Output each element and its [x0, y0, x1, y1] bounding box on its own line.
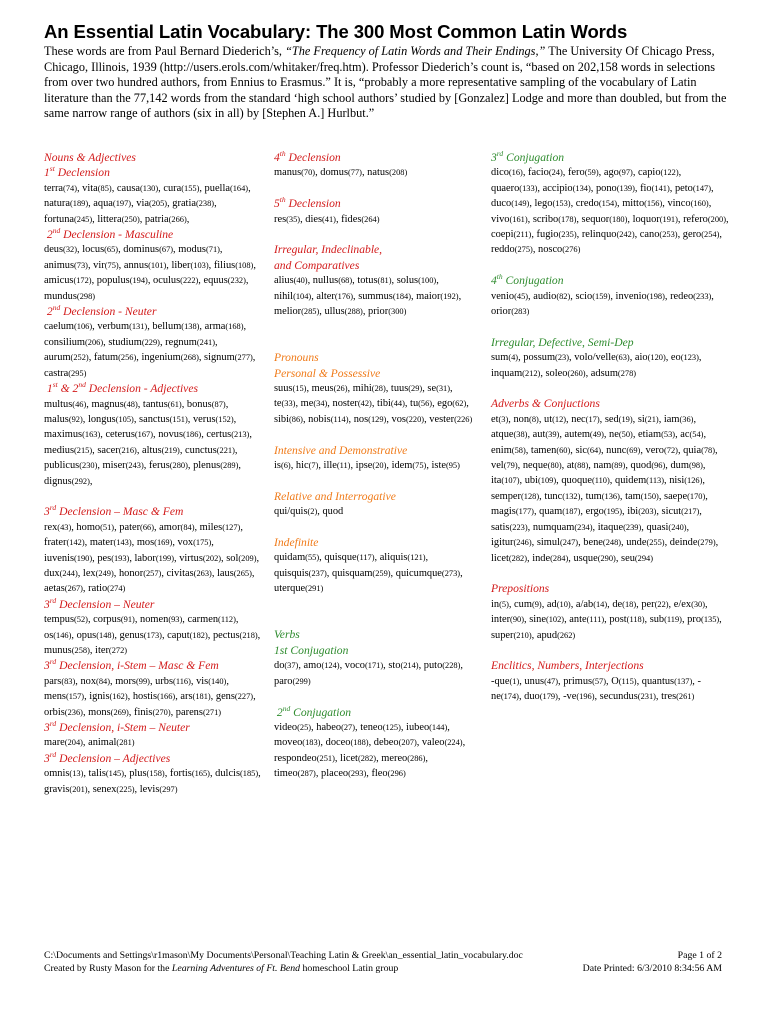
section-subheading: 2nd Declension - Neuter — [46, 303, 157, 319]
intro-paragraph — [44, 44, 734, 122]
section-subheading: Intensive and Demonstrative — [274, 443, 408, 457]
word-list: quidam(55), quisque(117), aliquis(121), quisquis(237), quisquam(259), quicumque(273), uterque(291) — [274, 552, 463, 595]
intro-text-1: These words are from Paul Bernard Diederich’s, — [44, 44, 286, 58]
section-subheading: Relative and Interrogative — [274, 489, 396, 503]
column-nouns-adjectives — [44, 150, 266, 797]
footer-right — [560, 950, 722, 975]
section-subheading: 3rd Conjugation — [491, 149, 565, 164]
section-subheading: Irregular, Defective, Semi-Dep — [491, 335, 634, 349]
section-subheading: Personal & Possessive — [274, 366, 381, 380]
section-heading: Verbs — [274, 628, 300, 642]
section-subheading: 3rd Declension, i-Stem – Neuter — [44, 719, 190, 735]
section-subheading: Adverbs & Conjuctions — [491, 397, 600, 411]
word-list: qui/quis(2), quod — [274, 506, 344, 518]
intro-work-title: “The Frequency of Latin Words and Their Endings,” — [285, 44, 546, 58]
section-subheading: 4th Declension — [274, 149, 341, 164]
section-subheading: 2nd Declension - Masculine — [46, 226, 174, 242]
word-list: do(37), amo(124), voco(171), sto(214), puto(228), paro(299) — [274, 660, 464, 687]
page-title: An Essential Latin Vocabulary: The 300 Most Common Latin Words — [44, 21, 628, 42]
section-subheading: 3rd Declension – Masc & Fem — [44, 503, 184, 519]
word-list: venio(45), audio(82), scio(159), invenio(198), redeo(233), orior(283) — [491, 290, 714, 318]
page-number: Page 1 of 2 — [677, 950, 722, 961]
section-subheading: 3rd Declension, i-Stem – Masc & Fem — [44, 657, 219, 673]
section-subheading: 1st & 2nd Declension - Adjectives — [46, 380, 198, 396]
word-list: tempus(52), corpus(91), nomen(93), carmen(112), os(146), opus(148), genus(173), caput(182), pectus(218), munus(258), iter(272) — [44, 614, 261, 656]
word-list: terra(74), vita(85), causa(130), cura(155), puella(164), natura(189), aqua(197), via(205), gratia(238), fortuna(245), littera(250), patria(266), — [44, 182, 251, 225]
footer-file-path: C:\Documents and Settings\r1mason\My Documents\Personal\Teaching Latin & Greek\an_essential_latin_vocabulary.doc — [44, 950, 523, 961]
footer-credit: Created by Rusty Mason for the Learning Adventures of Ft. Bend homeschool Latin group — [44, 962, 399, 974]
section-subheading: 1st Declension — [44, 164, 110, 180]
word-list: caelum(106), verbum(131), bellum(138), arma(168), consilium(206), studium(229), regnum(241), aurum(252), fatum(256), ingenium(268), signum(277), castra(295) — [44, 321, 256, 379]
date-printed: Date Printed: 6/3/2010 8:34:56 AM — [582, 962, 722, 974]
section-subheading: 1st Conjugation — [274, 643, 349, 657]
word-list: rex(43), homo(51), pater(66), amor(84), miles(127), frater(142), mater(143), mos(169), vox(175), iuvenis(190), pes(193), labor(199), virtus(202), sol(209), dux(244), lex(249), honor(257), civitas(263), laus(265), aetas(267), ratio(274) — [44, 521, 260, 595]
word-list: -que(1), unus(47), primus(57), O(115), quantus(137), -ne(174), duo(179), -ve(196), secundus(231), tres(261) — [491, 675, 701, 703]
section-subheading: 4th Conjugation — [491, 272, 564, 288]
section-subheading: Irregular, Indeclinable, — [274, 243, 383, 257]
word-list: manus(70), domus(77), natus(208) — [274, 167, 408, 179]
section-subheading: 3rd Declension – Neuter — [44, 595, 155, 611]
section-subheading: 5th Declension — [274, 195, 341, 211]
word-list: suus(15), meus(26), mihi(28), tuus(29), se(31), te(33), me(34), noster(42), tibi(44), tu(56), ego(62), sibi(86), nobis(114), nos(129), vos(220), vester(226) — [274, 383, 473, 425]
word-list: res(35), dies(41), fides(264) — [274, 213, 380, 225]
word-list: multus(46), magnus(48), tantus(61), bonus(87), malus(92), longus(105), sanctus(151), verus(152), maximus(163), ceterus(167), novus(186), certus(213), medius(215), sacer(216), altus(219), cunctus(221), publicus(230), miser(243), ferus(280), plenus(289), dignus(292), — [44, 398, 252, 487]
section-heading: Pronouns — [274, 351, 319, 365]
section-subheading: and Comparatives — [274, 258, 360, 272]
section-subheading: Prepositions — [491, 582, 550, 596]
word-list: sum(4), possum(23), volo/velle(63), aio(120), eo(123), inquam(212), soleo(260), adsum(278) — [491, 352, 702, 379]
word-list: video(25), habeo(27), teneo(125), iubeo(144), moveo(183), doceo(188), debeo(207), valeo(224), respondeo(251), licet(282), mereo(286), timeo(287), placeo(293), fleo(296) — [274, 721, 466, 780]
section-subheading: 2nd Conjugation — [276, 703, 352, 719]
word-list: deus(32), locus(65), dominus(67), modus(71), animus(73), vir(75), annus(101), liber(103), filius(108), amicus(172), populus(194), oculus(222), equus(232), mundus(298) — [44, 244, 256, 302]
section-heading: Nouns & Adjectives — [44, 151, 136, 164]
column-declensions-pronouns-verbs — [274, 150, 474, 782]
word-list: in(5), cum(9), ad(10), a/ab(14), de(18), per(22), e/ex(30), inter(90), sine(102), ante(111), post(118), sub(119), pro(135), super(210), apud(262) — [491, 598, 722, 641]
section-subheading: Indefinite — [274, 536, 319, 550]
word-list: pars(83), nox(84), mors(99), urbs(116), vis(140), mens(157), ignis(162), hostis(166), ars(181), gens(227), orbis(236), mons(269), finis(270), parens(271) — [44, 675, 256, 718]
word-list: omnis(13), talis(145), plus(158), fortis(165), dulcis(185), gravis(201), senex(225), levis(297) — [44, 768, 261, 795]
word-list: mare(204), animal(281) — [44, 737, 135, 749]
section-subheading: Enclitics, Numbers, Interjections — [491, 659, 644, 673]
word-list: et(3), non(8), ut(12), nec(17), sed(19), si(21), iam(36), atque(38), aut(39), autem(49), ne(50), etiam(53), ac(54), enim(58), tamen(60), sic(64), nunc(69), vero(72), quia(78), vel(79), neque(80), at(88), nam(89), quod(96), dum(98), ita(107), ubi(109), quoque(110), quidem(113), nisi(126), semper(128), tunc(132), tum(136), tam(150), saepe(170), magis(177), quam(187), ergo(195), ibi(203), sicut(217), satis(223), numquam(234), itaque(239), quasi(240), igitur(246), simul(247), bene(248), unde(255), deinde(279), licet(282), inde(284), usque(290), seu(294) — [491, 413, 719, 564]
word-list: dico(16), facio(24), fero(59), ago(97), capio(122), quaero(133), accipio(134), pono(139), fio(141), peto(147), duco(149), lego(153), credo(154), mitto(156), vinco(160), vivo(161), scribo(178), sequor(180), loquor(191), refero(200), coepi(211), fugio(235), relinquo(242), cano(253), gero(254), reddo(275), nosco(276) — [491, 167, 729, 256]
section-subheading: 3rd Declension – Adjectives — [44, 749, 171, 765]
intro-text-2: The University Of Chicago Press, Chicago, Illinois, 1939 (http://users.erols.com/whitaker/freq.htm). Professor Diederich’s count is, “based on 202,158 words in selections from over two hundred authors, from Ennius to Erasmus.” It is, “probably a more representative sampling of the vocabulary of Latin literature than the 77,142 words from the standard ‘high school authors’ studied by [Gonzalez] Lodge and more than doubled, but from the same narrow range of authors (six in all) by [Stephen A.] Hurlbut.” — [44, 44, 727, 120]
column-verbs-adverbs — [491, 150, 731, 705]
word-list: is(6), hic(7), ille(11), ipse(20), idem(75), iste(95) — [274, 460, 460, 472]
word-list: alius(40), nullus(68), totus(81), solus(100), nihil(104), alter(176), summus(184), maior(192), melior(285), ullus(288), prior(300) — [274, 275, 462, 318]
footer-left — [44, 950, 523, 975]
